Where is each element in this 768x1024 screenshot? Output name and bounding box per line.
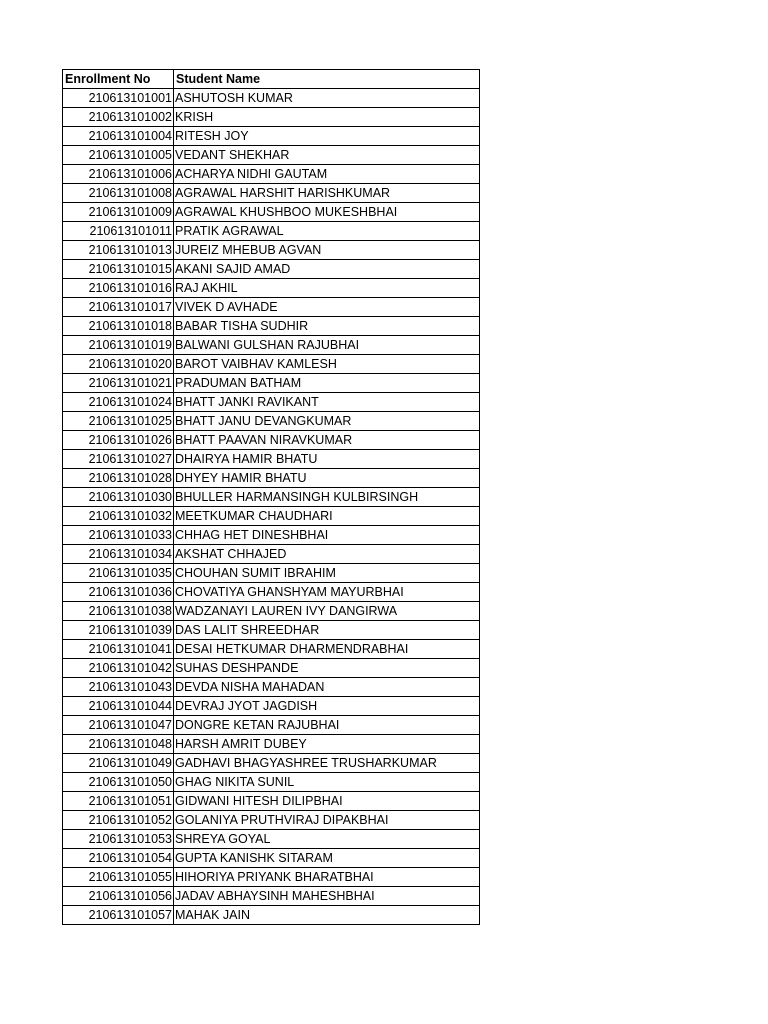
table-row	[63, 127, 480, 146]
enrollment-no-cell[interactable]: 210613101016	[63, 279, 174, 298]
student-name-cell[interactable]: BALWANI GULSHAN RAJUBHAI	[174, 336, 480, 355]
enrollment-no-cell[interactable]: 210613101035	[63, 564, 174, 583]
table-row	[63, 830, 480, 849]
table-row	[63, 336, 480, 355]
enrollment-no-cell[interactable]: 210613101020	[63, 355, 174, 374]
enrollment-no-cell[interactable]: 210613101057	[63, 906, 174, 925]
enrollment-no-cell[interactable]: 210613101015	[63, 260, 174, 279]
table-row	[63, 108, 480, 127]
enrollment-no-cell[interactable]: 210613101030	[63, 488, 174, 507]
table-row	[63, 488, 480, 507]
enrollment-no-cell[interactable]: 210613101051	[63, 792, 174, 811]
student-name-cell[interactable]: DAS LALIT SHREEDHAR	[174, 621, 480, 640]
table-row	[63, 89, 480, 108]
enrollment-no-cell[interactable]: 210613101036	[63, 583, 174, 602]
student-name-cell[interactable]: BAROT VAIBHAV KAMLESH	[174, 355, 480, 374]
enrollment-no-cell[interactable]: 210613101001	[63, 89, 174, 108]
enrollment-no-cell[interactable]: 210613101032	[63, 507, 174, 526]
student-name-cell[interactable]: DEVRAJ JYOT JAGDISH	[174, 697, 480, 716]
table-row	[63, 355, 480, 374]
table-row	[63, 260, 480, 279]
table-row	[63, 374, 480, 393]
enrollment-no-cell[interactable]: 210613101052	[63, 811, 174, 830]
student-name-cell[interactable]: GADHAVI BHAGYASHREE TRUSHARKUMAR	[174, 754, 480, 773]
enrollment-no-cell[interactable]: 210613101041	[63, 640, 174, 659]
table-row	[63, 640, 480, 659]
enrollment-no-cell[interactable]: 210613101043	[63, 678, 174, 697]
enrollment-no-cell[interactable]: 210613101018	[63, 317, 174, 336]
table-row	[63, 583, 480, 602]
student-name-cell[interactable]: HARSH AMRIT DUBEY	[174, 735, 480, 754]
student-name-cell[interactable]: BHATT PAAVAN NIRAVKUMAR	[174, 431, 480, 450]
table-row	[63, 393, 480, 412]
enrollment-no-cell[interactable]: 210613101011	[63, 222, 174, 241]
student-name-cell[interactable]: BHATT JANU DEVANGKUMAR	[174, 412, 480, 431]
enrollment-no-cell[interactable]: 210613101006	[63, 165, 174, 184]
enrollment-no-cell[interactable]: 210613101005	[63, 146, 174, 165]
student-name-cell[interactable]: GOLANIYA PRUTHVIRAJ DIPAKBHAI	[174, 811, 480, 830]
table-row	[63, 279, 480, 298]
table-row	[63, 621, 480, 640]
enrollment-no-cell[interactable]: 210613101027	[63, 450, 174, 469]
table-row	[63, 507, 480, 526]
table-row	[63, 146, 480, 165]
student-name-cell[interactable]: WADZANAYI LAUREN IVY DANGIRWA	[174, 602, 480, 621]
student-name-cell[interactable]: SHREYA GOYAL	[174, 830, 480, 849]
enrollment-no-cell[interactable]: 210613101055	[63, 868, 174, 887]
enrollment-no-cell[interactable]: 210613101024	[63, 393, 174, 412]
table-row	[63, 412, 480, 431]
enrollment-no-cell[interactable]: 210613101050	[63, 773, 174, 792]
enrollment-no-cell[interactable]: 210613101034	[63, 545, 174, 564]
student-name-cell[interactable]: MAHAK JAIN	[174, 906, 480, 925]
enrollment-no-cell[interactable]: 210613101013	[63, 241, 174, 260]
student-name-cell[interactable]: DEVDA NISHA MAHADAN	[174, 678, 480, 697]
table-row	[63, 564, 480, 583]
student-name-cell[interactable]: AGRAWAL KHUSHBOO MUKESHBHAI	[174, 203, 480, 222]
student-name-cell[interactable]: RAJ AKHIL	[174, 279, 480, 298]
table-row	[63, 431, 480, 450]
table-row	[63, 203, 480, 222]
enrollment-no-cell[interactable]: 210613101044	[63, 697, 174, 716]
header-enrollment-no[interactable]: Enrollment No	[63, 70, 174, 89]
student-name-cell[interactable]: JUREIZ MHEBUB AGVAN	[174, 241, 480, 260]
table-row	[63, 184, 480, 203]
enrollment-no-cell[interactable]: 210613101048	[63, 735, 174, 754]
table-row	[63, 241, 480, 260]
student-name-cell[interactable]: BHULLER HARMANSINGH KULBIRSINGH	[174, 488, 480, 507]
table-row	[63, 754, 480, 773]
table-row	[63, 792, 480, 811]
student-name-cell[interactable]: HIHORIYA PRIYANK BHARATBHAI	[174, 868, 480, 887]
student-name-cell[interactable]: PRATIK AGRAWAL	[174, 222, 480, 241]
enrollment-no-cell[interactable]: 210613101053	[63, 830, 174, 849]
enrollment-no-cell[interactable]: 210613101025	[63, 412, 174, 431]
table-header	[63, 70, 480, 89]
student-name-cell[interactable]: PRADUMAN BATHAM	[174, 374, 480, 393]
student-name-cell[interactable]: JADAV ABHAYSINH MAHESHBHAI	[174, 887, 480, 906]
student-name-cell[interactable]: DHAIRYA HAMIR BHATU	[174, 450, 480, 469]
enrollment-no-cell[interactable]: 210613101017	[63, 298, 174, 317]
student-name-cell[interactable]: VIVEK D AVHADE	[174, 298, 480, 317]
table-row	[63, 811, 480, 830]
enrollment-no-cell[interactable]: 210613101021	[63, 374, 174, 393]
student-name-cell[interactable]: CHHAG HET DINESHBHAI	[174, 526, 480, 545]
student-name-cell[interactable]: ASHUTOSH KUMAR	[174, 89, 480, 108]
table-row	[63, 545, 480, 564]
enrollment-no-cell[interactable]: 210613101033	[63, 526, 174, 545]
table-row	[63, 298, 480, 317]
enrollment-no-cell[interactable]: 210613101002	[63, 108, 174, 127]
student-name-cell[interactable]: VEDANT SHEKHAR	[174, 146, 480, 165]
student-name-cell[interactable]: BABAR TISHA SUDHIR	[174, 317, 480, 336]
enrollment-no-cell[interactable]: 210613101008	[63, 184, 174, 203]
table-row	[63, 317, 480, 336]
student-name-cell[interactable]: GUPTA KANISHK SITARAM	[174, 849, 480, 868]
table-row	[63, 906, 480, 925]
table-row	[63, 526, 480, 545]
spreadsheet-sheet	[62, 69, 480, 925]
enrollment-no-cell[interactable]: 210613101042	[63, 659, 174, 678]
enrollment-no-cell[interactable]: 210613101026	[63, 431, 174, 450]
table-row	[63, 773, 480, 792]
table-row	[63, 602, 480, 621]
student-name-cell[interactable]: MEETKUMAR CHAUDHARI	[174, 507, 480, 526]
student-name-cell[interactable]: AKSHAT CHHAJED	[174, 545, 480, 564]
header-student-name[interactable]: Student Name	[174, 70, 480, 89]
enrollment-no-cell[interactable]: 210613101028	[63, 469, 174, 488]
table-row	[63, 868, 480, 887]
student-name-cell[interactable]: AGRAWAL HARSHIT HARISHKUMAR	[174, 184, 480, 203]
student-name-cell[interactable]: DESAI HETKUMAR DHARMENDRABHAI	[174, 640, 480, 659]
table-row	[63, 222, 480, 241]
student-name-cell[interactable]: ACHARYA NIDHI GAUTAM	[174, 165, 480, 184]
student-name-cell[interactable]: CHOVATIYA GHANSHYAM MAYURBHAI	[174, 583, 480, 602]
student-name-cell[interactable]: AKANI SAJID AMAD	[174, 260, 480, 279]
table-row	[63, 165, 480, 184]
student-name-cell[interactable]: GHAG NIKITA SUNIL	[174, 773, 480, 792]
enrollment-no-cell[interactable]: 210613101039	[63, 621, 174, 640]
table-row	[63, 716, 480, 735]
enrollment-no-cell[interactable]: 210613101056	[63, 887, 174, 906]
table-row	[63, 735, 480, 754]
enrollment-no-cell[interactable]: 210613101019	[63, 336, 174, 355]
enrollment-no-cell[interactable]: 210613101049	[63, 754, 174, 773]
student-name-cell[interactable]: CHOUHAN SUMIT IBRAHIM	[174, 564, 480, 583]
student-name-cell[interactable]: DHYEY HAMIR BHATU	[174, 469, 480, 488]
student-name-cell[interactable]: SUHAS DESHPANDE	[174, 659, 480, 678]
table-row	[63, 697, 480, 716]
table-row	[63, 678, 480, 697]
table-row	[63, 849, 480, 868]
student-name-cell[interactable]: KRISH	[174, 108, 480, 127]
header-row	[63, 70, 480, 89]
student-name-cell[interactable]: RITESH JOY	[174, 127, 480, 146]
table-row	[63, 450, 480, 469]
student-roster-table	[62, 69, 480, 925]
enrollment-no-cell[interactable]: 210613101038	[63, 602, 174, 621]
enrollment-no-cell[interactable]: 210613101004	[63, 127, 174, 146]
enrollment-no-cell[interactable]: 210613101047	[63, 716, 174, 735]
table-body	[63, 89, 480, 925]
enrollment-no-cell[interactable]: 210613101054	[63, 849, 174, 868]
student-name-cell[interactable]: BHATT JANKI RAVIKANT	[174, 393, 480, 412]
table-row	[63, 887, 480, 906]
student-name-cell[interactable]: DONGRE KETAN RAJUBHAI	[174, 716, 480, 735]
enrollment-no-cell[interactable]: 210613101009	[63, 203, 174, 222]
student-name-cell[interactable]: GIDWANI HITESH DILIPBHAI	[174, 792, 480, 811]
table-row	[63, 659, 480, 678]
table-row	[63, 469, 480, 488]
